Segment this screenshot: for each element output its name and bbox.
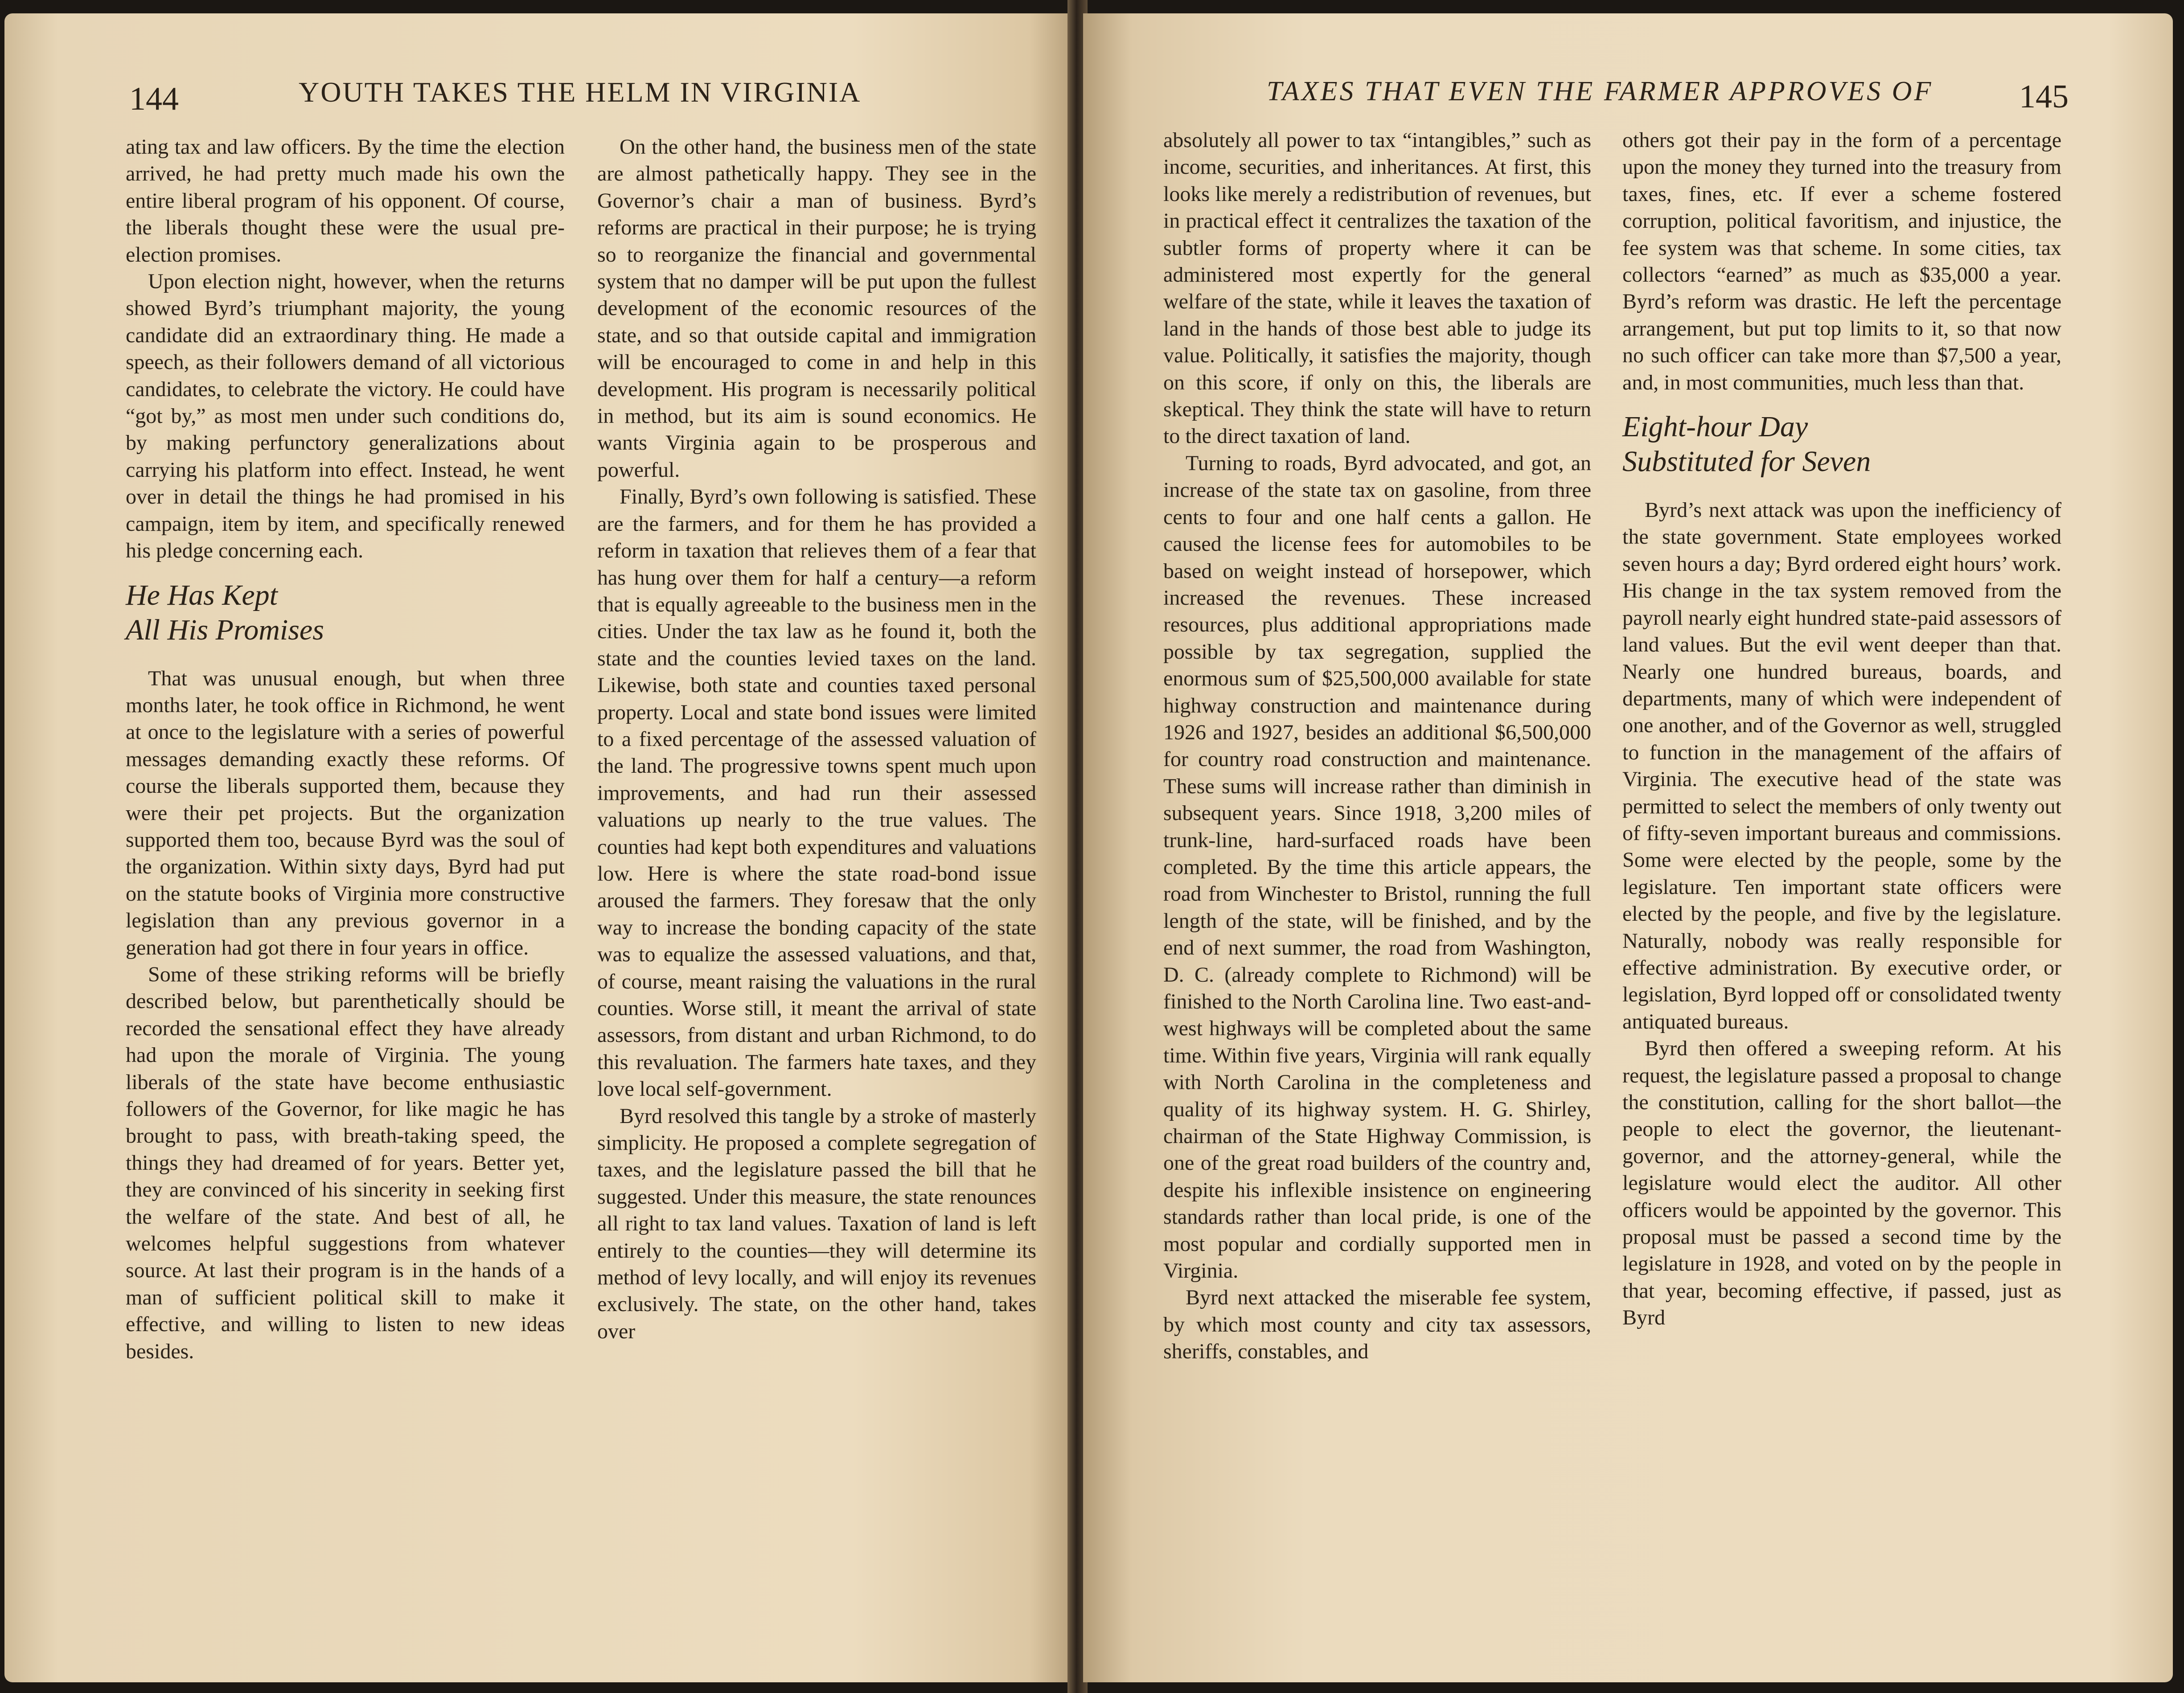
paragraph: others got their pay in the form of a percentage upon the money they turned into the treasury from taxes, fines, etc. If ever a scheme fostered corruption, political favoritism, and injustice, the fee system was that scheme. In some cities, tax collectors “earned” as much as $35,000 a year. Byrd’s reform was drastic. He left the percentage arrangement, but put top limits to it, so that now no such officer can take more than $7,500 a year, and, in most communities, much less than that. [1622,128,2061,394]
right-column-2 [1622,127,2061,1332]
paragraph: Finally, Byrd’s own following is satisfied. These are the farmers, and for them he has provided a reform in taxation that relieves them of a fear that has hung over them for half a century—a reform that is equally agreeable to the business men in the cities. Under the tax law as he found it, both the state and the counties levied taxes on the land. Likewise, both state and counties taxed personal property. Local and state bond issues were limited to a fixed percentage of the assessed valuation of the land. The progressive towns spent much upon improvements, and had run their assessed valuations up nearly to the true values. The counties had kept both expenditures and valuations low. Here is where the state road-bond issue aroused the farmers. They foresaw that the only way to increase the bonding capacity of the state was to equalize the assessed valuations, and that, of course, meant raising the valuations in the rural counties. Worse still, it meant the arrival of state assessors, from distant and urban Richmond, to do this revaluation. The farmers hate taxes, and they love local self-government. [597,485,1036,1101]
section-heading-line: Eight-hour Day [1622,410,1808,443]
paragraph: That was unusual enough, but when three months later, he took office in Richmond, he went at once to the legislature with a series of powerful messages demanding exactly these reforms. Of course the liberals supported them, because they were their pet projects. But the organization supported them too, because Byrd was the soul of the organization. Within sixty days, Byrd had put on the statute books of Virginia more constructive legislation than any previous governor in a generation had got there in four years in office. [126,666,565,959]
paragraph: Byrd next attacked the miserable fee system, by which most county and city tax assessors, sheriffs, constables, and [1163,1286,1591,1364]
left-column-2 [597,134,1036,1345]
section-heading [126,578,565,648]
page-number-right: 145 [2019,78,2069,115]
section-heading-line: He Has Kept [126,578,278,611]
paragraph: Byrd’s next attack was upon the inefficiency of the state government. State employees worked seven hours a day; Byrd ordered eight hours’ work. His change in the tax system removed from the payroll nearly eight hundred state-paid assessors of land values. But the evil went deeper than that. Nearly one hundred bureaus, boards, and departments, many of which were independent of one another, and of the Governor as well, struggled to function in the management of the affairs of Virginia. The executive head of the state was permitted to select the members of only twenty out of fifty-seven important bureaus and commissions. Some were elected by the people, some by the legislature. Ten important state officers were elected by the people, and five by the legislature. Naturally, nobody was really responsible for effective administration. By executive order, or legislation, Byrd lopped off or consolidated twenty antiquated bureaus. [1622,498,2061,1033]
running-head-left: YOUTH TAKES THE HELM IN VIRGINIA [299,76,862,108]
paragraph: Byrd then offered a sweeping reform. At his request, the legislature passed a proposal to change the constitution, calling for the short ballot—the people to elect the governor, the lieutenant-governor, and the attorney-general, while the legislature would elect the auditor. All other officers would be appointed by the governor. This proposal must be passed a second time by the legislature in 1928, and voted on by the people in that year, becoming effective, if passed, just as Byrd [1622,1037,2061,1330]
right-column-1 [1163,127,1591,1365]
left-column-1 [126,134,565,1365]
page-number-left: 144 [129,81,179,117]
section-heading-line: Substituted for Seven [1622,445,1871,478]
right-page [1083,13,2173,1682]
paragraph: ating tax and law officers. By the time the election arrived, he had pretty much made his own the entire liberal program of his opponent. Of course, the liberals thought these were the usual pre-election promises. [126,135,565,266]
paragraph: Byrd resolved this tangle by a stroke of masterly simplicity. He proposed a complete segregation of taxes, and the legislature passed the bill that he suggested. Under this measure, the state renounces all right to tax land values. Taxation of land is left entirely to the counties—they will determine its method of levy locally, and will enjoy its revenues exclusively. The state, on the other hand, takes over [597,1104,1036,1343]
paragraph: Some of these striking reforms will be briefly described below, but parenthetically should be recorded the sensational effect they have already had upon the morale of Virginia. The young liberals of the state have become enthusiastic followers of the Governor, for like magic he has brought to pass, with breath-taking speed, the things they had dreamed of for years. Better yet, they are convinced of his sincerity in seeking first the welfare of the state. And best of all, he welcomes helpful suggestions from whatever source. At last their program is in the hands of a man of sufficient political skill to make it effective, and willing to listen to new ideas besides. [126,962,565,1363]
paragraph: Turning to roads, Byrd advocated, and got, an increase of the state tax on gasoline, from three cents to four and one half cents a gallon. He caused the license fees for automobiles to be based on weight instead of horsepower, which increased the revenues. These increased resources, plus additional appropriations made possible by tax segregation, supplied the enormous sum of $25,500,000 available for state highway construction and maintenance during 1926 and 1927, besides an additional $6,500,000 for country road construction and maintenance. These sums will increase rather than diminish in subsequent years. Since 1918, 3,200 miles of trunk-line, hard-surfaced roads have been completed. By the time this article appears, the road from Winchester to Bristol, running the full length of the state, will be finished, and by the end of next summer, the road from Washington, D. C. (already complete to Richmond) will be finished to the North Carolina line. Two east-and-west highways will be completed about the same time. Within five years, Virginia will rank equally with North Carolina in the completeness and quality of its highway system. H. G. Shirley, chairman of the State Highway Commission, is one of the great road builders of the country and, despite his inflexible insistence on engineering standards rather than local pride, is one of the most popular and cordially supported men in Virginia. [1163,451,1591,1283]
running-head-right: TAXES THAT EVEN THE FARMER APPROVES OF [1267,76,1934,107]
paragraph: On the other hand, the business men of the state are almost pathetically happy. They see in the Governor’s chair a man of business. Byrd’s reforms are practical in their purpose; he is trying so to reorganize the financial and governmental system that no damper will be put upon the fullest development of the economic resources of the state, and so that outside capital and immigration will be encouraged to come in and help in this development. His program is necessarily political in method, but its aim is sound economics. He wants Virginia again to be prosperous and powerful. [597,135,1036,482]
paragraph: absolutely all power to tax “intangibles,” such as income, securities, and inheritances. At first, this looks like merely a redistribution of revenues, but in practical effect it centralizes the taxation of the subtler forms of property where it can be administered most expertly for the general welfare of the state, while it leaves the taxation of land in the hands of those best able to judge its value. Politically, it satisfies the majority, though on this score, if only on this, the liberals are skeptical. They think the state will have to return to the direct taxation of land. [1163,128,1591,448]
section-heading [1622,410,2061,479]
left-page [4,13,1072,1682]
section-heading-line: All His Promises [126,613,324,646]
paragraph: Upon election night, however, when the returns showed Byrd’s triumphant majority, the young candidate did an extraordinary thing. He made a speech, as their followers demand of all victorious candidates, to celebrate the victory. He could have “got by,” as most men under such conditions do, by making perfunctory generalizations about carrying his platform into effect. Instead, he went over in detail the things he had promised in his campaign, item by item, and specifically renewed his pledge concerning each. [126,270,565,563]
